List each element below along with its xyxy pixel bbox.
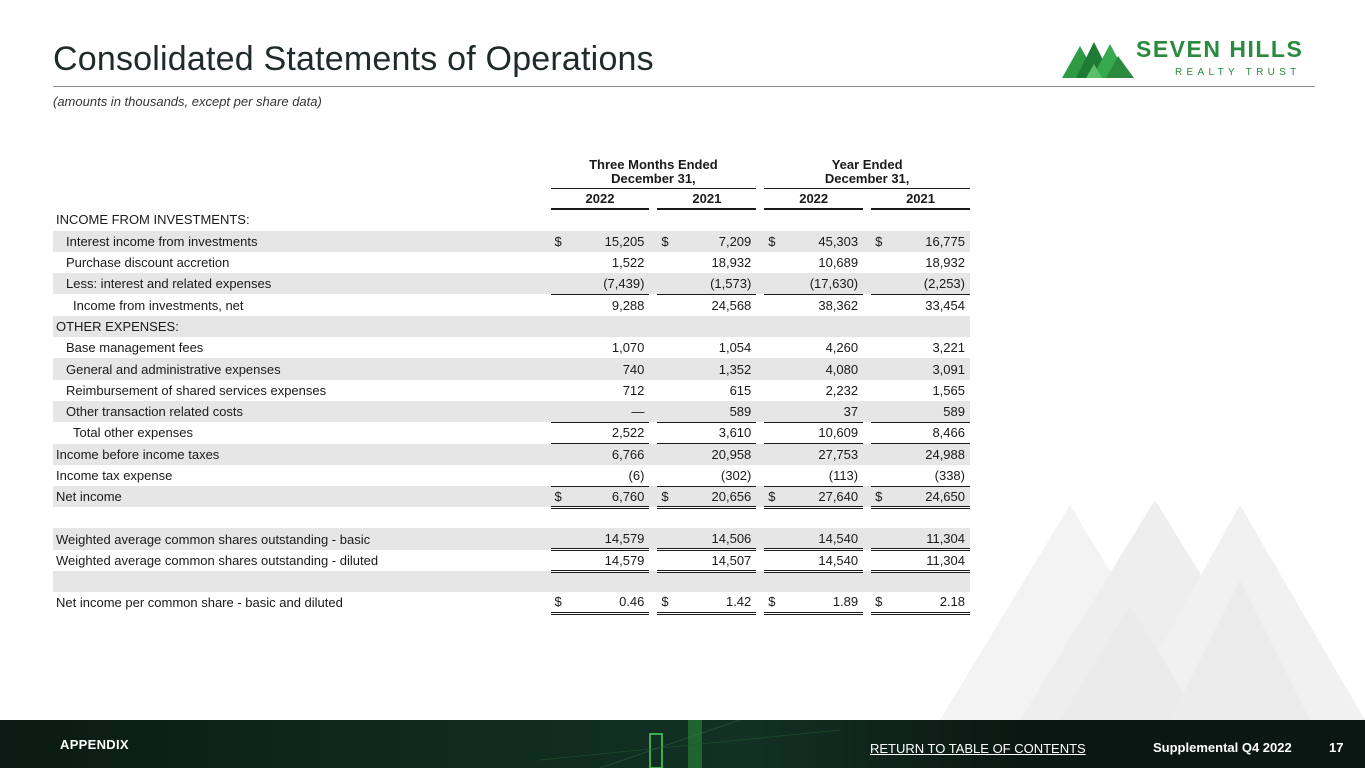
year-header: 2021 <box>871 188 970 209</box>
table-row <box>53 380 970 401</box>
value-text: (2,253) <box>923 276 965 292</box>
currency-symbol: $ <box>554 594 562 610</box>
value-text: 38,362 <box>818 297 859 313</box>
table-row <box>53 231 970 252</box>
value-text: 9,288 <box>611 297 645 313</box>
footer-section-label: APPENDIX <box>60 737 129 752</box>
value-cell <box>551 380 650 401</box>
value-text: 2.18 <box>939 594 965 610</box>
year-header: 2022 <box>551 188 650 209</box>
row-label: Other transaction related costs <box>53 401 543 422</box>
row-label: Income before income taxes <box>53 444 543 465</box>
value-text: (17,630) <box>809 276 859 292</box>
row-label: Less: interest and related expenses <box>53 273 543 294</box>
value-text: (1,573) <box>710 276 752 292</box>
company-logo <box>1062 36 1322 82</box>
value-cell <box>764 358 863 379</box>
value-cell <box>551 465 650 486</box>
value-cell <box>871 592 970 613</box>
value-text: 24,650 <box>925 488 965 504</box>
currency-symbol: $ <box>768 594 776 610</box>
value-text: 2,232 <box>825 382 859 398</box>
value-text: 740 <box>622 361 645 377</box>
value-cell <box>657 422 756 443</box>
value-cell <box>551 294 650 315</box>
stock-chart-decoration-icon <box>540 720 840 768</box>
page-subtitle: (amounts in thousands, except per share data) <box>53 94 322 109</box>
value-cell <box>871 273 970 294</box>
value-text: 15,205 <box>604 233 645 249</box>
row-label: Base management fees <box>66 340 204 356</box>
currency-symbol: $ <box>661 594 669 610</box>
table-row <box>53 273 970 294</box>
value-text: 24,988 <box>925 446 965 462</box>
value-cell <box>551 358 650 379</box>
value-cell <box>657 380 756 401</box>
currency-symbol: $ <box>875 488 883 504</box>
value-cell <box>551 486 650 507</box>
value-cell <box>764 294 863 315</box>
currency-symbol: $ <box>875 594 883 610</box>
section-heading-income: INCOME FROM INVESTMENTS: <box>56 212 250 228</box>
value-text: — <box>631 403 645 419</box>
value-cell <box>764 465 863 486</box>
value-cell <box>764 401 863 422</box>
three-months-header: Three Months Ended December 31, <box>551 148 757 188</box>
table-row <box>53 486 970 507</box>
year-ended-header: Year Ended December 31, <box>764 148 970 188</box>
value-text: 10,609 <box>818 425 859 441</box>
currency-symbol: $ <box>768 488 776 504</box>
value-text: 1,522 <box>611 255 645 271</box>
footer-bar <box>0 720 1365 768</box>
year-header: 2021 <box>657 188 756 209</box>
value-text: 16,775 <box>925 233 965 249</box>
value-text: 11,304 <box>926 552 965 568</box>
value-cell <box>764 252 863 273</box>
value-cell <box>871 358 970 379</box>
value-cell <box>551 401 650 422</box>
value-cell <box>871 337 970 358</box>
table-row <box>53 592 970 613</box>
value-text: 8,466 <box>932 425 965 441</box>
value-text: 18,932 <box>711 255 752 271</box>
value-text: 589 <box>729 403 752 419</box>
value-text: 14,579 <box>604 552 645 568</box>
row-label: Total other expenses <box>73 425 193 441</box>
value-cell <box>871 422 970 443</box>
value-text: 45,303 <box>818 233 859 249</box>
table-row <box>53 337 970 358</box>
section-heading-expenses: OTHER EXPENSES: <box>53 316 970 337</box>
value-cell <box>657 273 756 294</box>
value-text: 6,766 <box>611 446 645 462</box>
value-cell <box>657 465 756 486</box>
table-row <box>53 444 970 465</box>
value-text: 10,689 <box>818 255 859 271</box>
value-cell <box>871 294 970 315</box>
value-cell <box>657 528 756 549</box>
currency-symbol: $ <box>875 233 883 249</box>
value-text: 18,932 <box>925 255 965 271</box>
value-cell <box>551 592 650 613</box>
row-label: Interest income from investments <box>53 231 543 252</box>
value-cell <box>764 528 863 549</box>
value-text: 14,507 <box>711 552 752 568</box>
value-cell <box>657 444 756 465</box>
value-text: 6,760 <box>611 488 645 504</box>
value-text: 37 <box>843 403 859 419</box>
table-row <box>53 528 970 549</box>
value-cell <box>657 550 756 571</box>
table-row <box>53 294 970 315</box>
value-text: 589 <box>943 403 965 419</box>
value-text: 14,540 <box>818 552 859 568</box>
value-text: 3,221 <box>932 340 965 356</box>
value-cell <box>551 252 650 273</box>
value-text: 712 <box>622 382 645 398</box>
value-cell <box>871 444 970 465</box>
header-year-row <box>53 188 970 209</box>
page-number: 17 <box>1329 740 1344 755</box>
value-cell <box>871 465 970 486</box>
value-cell <box>657 358 756 379</box>
value-text: 24,568 <box>711 297 752 313</box>
value-text: 3,610 <box>718 425 752 441</box>
table-row <box>53 252 970 273</box>
year-header: 2022 <box>764 188 863 209</box>
value-cell <box>551 337 650 358</box>
row-label: Income from investments, net <box>73 297 244 313</box>
currency-symbol: $ <box>661 233 669 249</box>
value-cell <box>764 550 863 571</box>
title-divider <box>53 86 1315 87</box>
spacer-row <box>53 507 970 528</box>
value-text: (338) <box>934 467 965 483</box>
row-label: Purchase discount accretion <box>66 255 230 271</box>
value-text: 2,522 <box>611 425 645 441</box>
value-cell <box>551 528 650 549</box>
value-text: 20,656 <box>711 488 752 504</box>
return-to-toc-link[interactable]: RETURN TO TABLE OF CONTENTS <box>870 741 1086 756</box>
value-text: 0.46 <box>619 594 645 610</box>
value-text: (302) <box>720 467 752 483</box>
value-text: (6) <box>628 467 645 483</box>
value-cell <box>551 231 650 252</box>
value-cell <box>871 231 970 252</box>
value-cell <box>551 550 650 571</box>
row-label: Weighted average common shares outstanding - diluted <box>56 552 379 568</box>
value-text: 27,640 <box>818 488 859 504</box>
value-cell <box>764 273 863 294</box>
value-cell <box>657 486 756 507</box>
value-text: 4,260 <box>825 340 859 356</box>
value-text: 1,352 <box>718 361 752 377</box>
value-cell <box>871 486 970 507</box>
row-label: Income tax expense <box>56 468 173 483</box>
logo-tagline: REALTY TRUST <box>1175 67 1301 78</box>
row-label: Weighted average common shares outstanding - basic <box>53 528 543 549</box>
value-text: (7,439) <box>603 276 645 292</box>
page-title: Consolidated Statements of Operations <box>53 40 654 78</box>
value-text: 1,054 <box>718 340 752 356</box>
value-cell <box>764 380 863 401</box>
value-text: 1.42 <box>725 594 752 610</box>
value-cell <box>764 444 863 465</box>
row-label: Net income <box>53 486 543 507</box>
table-row <box>53 465 970 486</box>
table-row <box>53 550 970 571</box>
currency-symbol: $ <box>554 233 562 249</box>
value-text: 33,454 <box>925 297 965 313</box>
value-cell <box>764 231 863 252</box>
value-cell <box>764 337 863 358</box>
value-text: 11,304 <box>926 530 965 546</box>
value-text: 1,070 <box>611 340 645 356</box>
row-label: Reimbursement of shared services expenses <box>66 382 327 398</box>
value-cell <box>657 401 756 422</box>
value-cell <box>551 444 650 465</box>
value-cell <box>871 401 970 422</box>
row-label: General and administrative expenses <box>53 358 543 379</box>
value-cell <box>871 252 970 273</box>
value-text: 615 <box>729 382 752 398</box>
mountains-logo-icon <box>1062 38 1134 78</box>
value-cell <box>871 380 970 401</box>
value-cell <box>657 252 756 273</box>
value-text: 27,753 <box>818 446 859 462</box>
currency-symbol: $ <box>554 488 562 504</box>
value-text: 3,091 <box>932 361 965 377</box>
footer-document-title: Supplemental Q4 2022 <box>1153 740 1292 755</box>
header-group-row <box>53 148 970 188</box>
value-cell <box>657 592 756 613</box>
currency-symbol: $ <box>661 488 669 504</box>
value-cell <box>551 422 650 443</box>
value-cell <box>657 337 756 358</box>
value-text: 20,958 <box>711 446 752 462</box>
value-text: 14,506 <box>711 530 752 546</box>
value-text: 14,579 <box>604 530 645 546</box>
value-text: 14,540 <box>818 530 859 546</box>
value-text: (113) <box>828 467 859 483</box>
background-mountains-icon <box>940 495 1365 720</box>
value-cell <box>657 294 756 315</box>
value-cell <box>764 486 863 507</box>
statement-table <box>53 148 970 615</box>
value-cell <box>871 550 970 571</box>
value-cell <box>764 592 863 613</box>
value-cell <box>657 231 756 252</box>
value-cell <box>764 422 863 443</box>
value-cell <box>871 528 970 549</box>
currency-symbol: $ <box>768 233 776 249</box>
logo-name: SEVEN HILLS <box>1136 36 1304 62</box>
value-text: 1,565 <box>932 382 965 398</box>
value-cell <box>551 273 650 294</box>
value-text: 1.89 <box>832 594 859 610</box>
value-text: 7,209 <box>718 233 752 249</box>
table-row <box>53 422 970 443</box>
table-row <box>53 401 970 422</box>
row-label: Net income per common share - basic and diluted <box>56 595 343 611</box>
table-row <box>53 358 970 379</box>
value-text: 4,080 <box>825 361 859 377</box>
spacer-row <box>53 571 970 592</box>
